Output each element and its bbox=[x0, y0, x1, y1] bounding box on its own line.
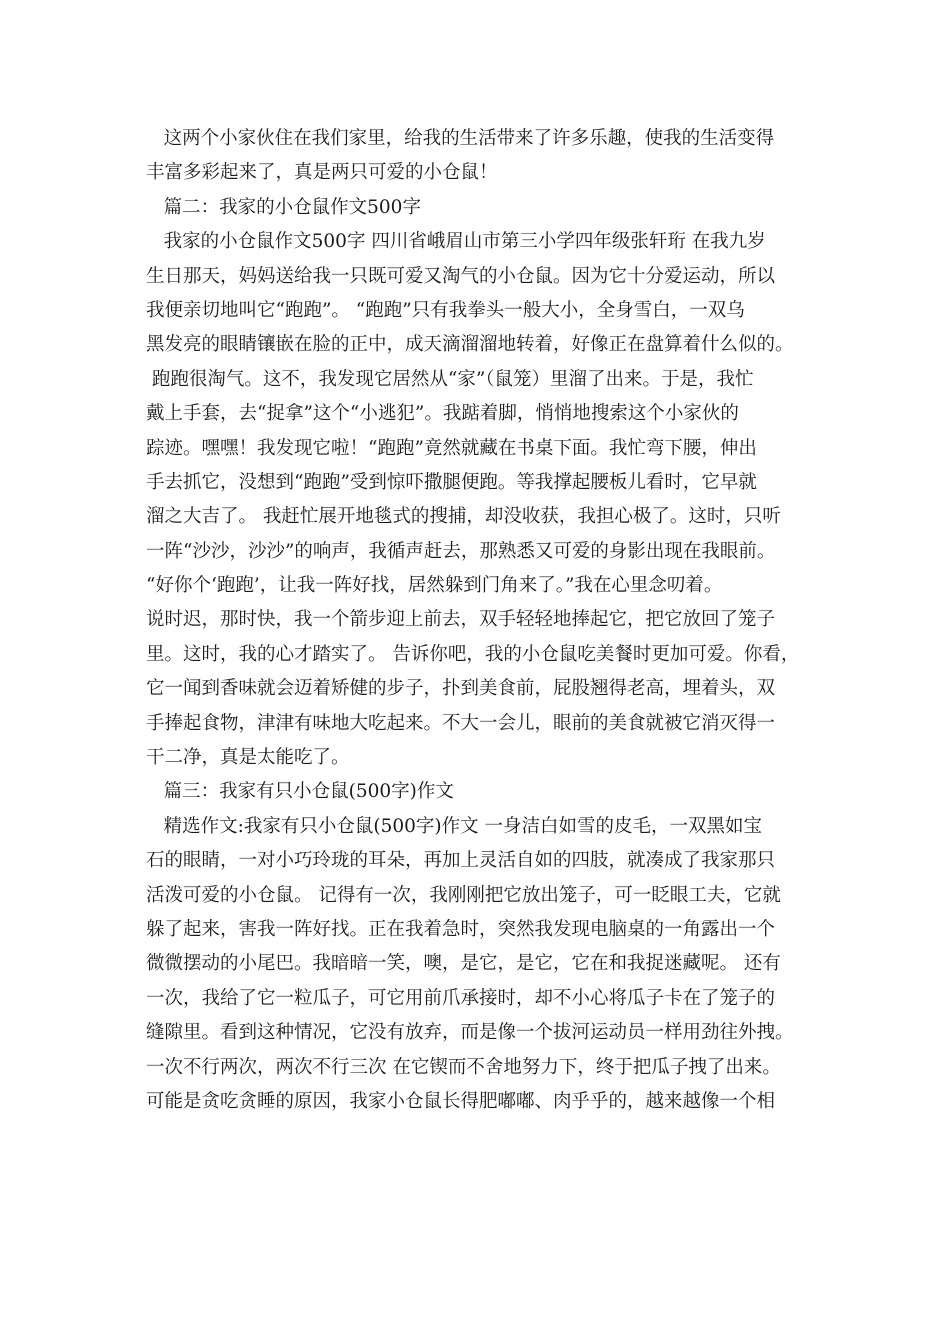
text-line: 活泼可爱的小仓鼠。 记得有一次，我刚刚把它放出笼子，可一眨眼工夫，它就 bbox=[146, 884, 781, 906]
text-line: 说时迟，那时快，我一个箭步迎上前去，双手轻轻地捧起它，把它放回了笼子 bbox=[146, 609, 776, 631]
text-line: 生日那天，妈妈送给我一只既可爱又淘气的小仓鼠。因为它十分爱运动，所以 bbox=[146, 265, 776, 287]
text-line: 一阵“沙沙，沙沙”的响声，我循声赶去，那熟悉又可爱的身影出现在我眼前。 bbox=[146, 540, 776, 562]
text-line: 黑发亮的眼睛镶嵌在脸的正中，成天滴溜溜地转着，好像正在盘算着什么似的。 bbox=[146, 334, 794, 356]
text-line: 微微摆动的小尾巴。我暗暗一笑，噢，是它，是它，它在和我捉迷藏呢。 还有 bbox=[146, 953, 781, 975]
text-line: 它一闻到香味就会迈着矫健的步子，扑到美食前，屁股翘得老高，埋着头，双 bbox=[146, 678, 776, 700]
text-line: 缝隙里。看到这种情况，它没有放弃，而是像一个拔河运动员一样用劲往外拽。 bbox=[146, 1022, 794, 1044]
text-line: 手捧起食物，津津有味地大吃起来。不大一会儿，眼前的美食就被它消灭得一 bbox=[146, 712, 776, 734]
text-line: 干二净，真是太能吃了。 bbox=[146, 747, 350, 769]
text-line: 一次不行两次，两次不行三次 在它锲而不舍地努力下，终于把瓜子拽了出来。 bbox=[146, 1056, 781, 1078]
text-line: 一次，我给了它一粒瓜子，可它用前爪承接时，却不小心将瓜子卡在了笼子的 bbox=[146, 987, 776, 1009]
text-line: 里。这时，我的心才踏实了。 告诉你吧，我的小仓鼠吃美餐时更加可爱。你看， bbox=[146, 643, 800, 665]
text-line: 溜之大吉了。 我赶忙展开地毯式的搜捕，却没收获，我担心极了。这时，只听 bbox=[146, 506, 781, 528]
text-line: 我便亲切地叫它“跑跑”。 “跑跑”只有我拳头一般大小，全身雪白，一双乌 bbox=[146, 299, 745, 321]
text-line: 躲了起来，害我一阵好找。正在我着急时，突然我发现电脑桌的一角露出一个 bbox=[146, 918, 776, 940]
text-line: 踪迹。嘿嘿！我发现它啦！“跑跑”竟然就藏在书桌下面。我忙弯下腰，伸出 bbox=[146, 437, 757, 459]
section-heading: 篇三：我家有只小仓鼠(500字)作文 bbox=[146, 781, 454, 803]
text-line: 我家的小仓鼠作文500字 四川省峨眉山市第三小学四年级张轩珩 在我九岁 bbox=[146, 231, 766, 253]
text-line: 跑跑很淘气。这不，我发现它居然从“家”（鼠笼）里溜了出来。于是，我忙 bbox=[146, 368, 754, 390]
text-line: 手去抓它，没想到“跑跑”受到惊吓撒腿便跑。等我撑起腰板儿看时，它早就 bbox=[146, 471, 757, 493]
text-line: 这两个小家伙住在我们家里，给我的生活带来了许多乐趣，使我的生活变得 bbox=[146, 128, 775, 149]
document-body bbox=[146, 122, 826, 1119]
section-heading: 篇二：我家的小仓鼠作文500字 bbox=[146, 196, 421, 218]
text-line: 丰富多彩起来了，真是两只可爱的小仓鼠！ bbox=[146, 162, 498, 184]
text-line: 可能是贪吃贪睡的原因，我家小仓鼠长得肥嘟嘟、肉乎乎的，越来越像一个相 bbox=[146, 1090, 776, 1112]
text-line: 精选作文:我家有只小仓鼠(500字)作文 一身洁白如雪的皮毛，一双黑如宝 bbox=[146, 815, 763, 837]
text-line: 石的眼睛，一对小巧玲珑的耳朵，再加上灵活自如的四肢，就凑成了我家那只 bbox=[146, 850, 776, 872]
text-line: 戴上手套，去“捉拿”这个“小逃犯”。我踮着脚，悄悄地搜索这个小家伙的 bbox=[146, 403, 739, 425]
text-line: “好你个‘跑跑’，让我一阵好找，居然躲到门角来了。”我在心里念叨着。 bbox=[146, 575, 723, 597]
